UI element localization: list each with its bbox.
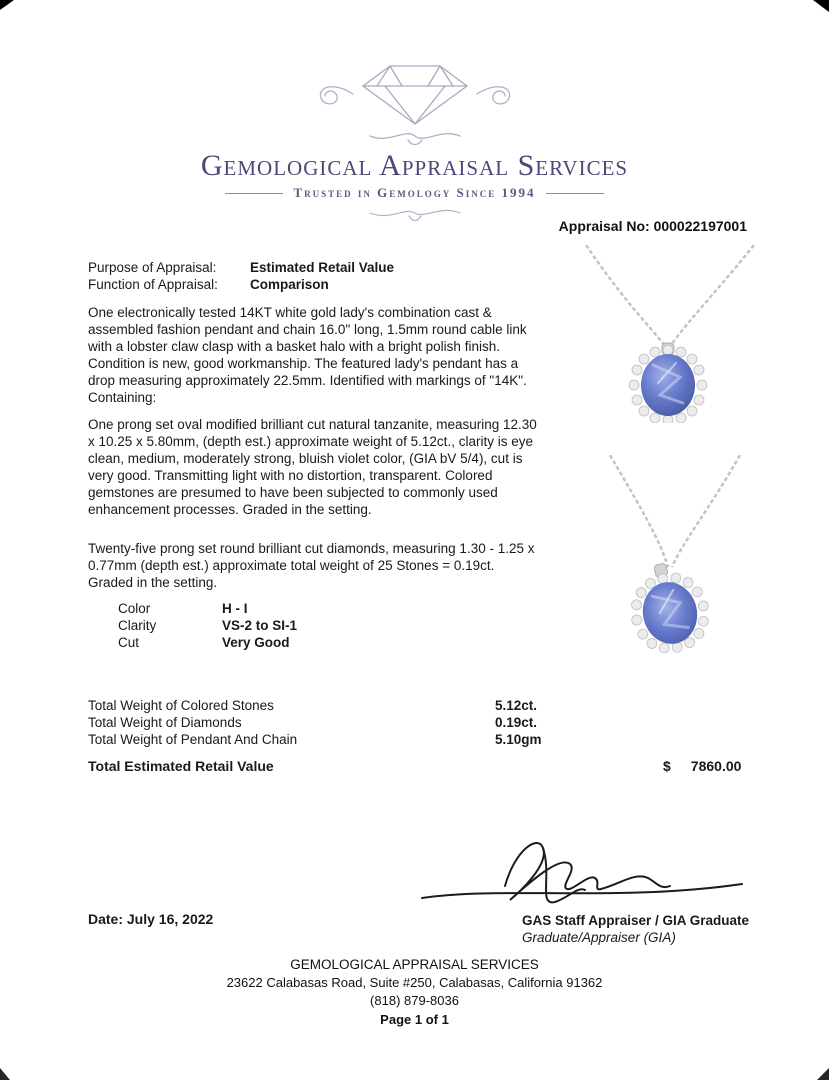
purpose-row [88,259,394,276]
pendant-photo-2 [572,455,772,655]
brand-tagline: Trusted in Gemology Since 1994 [293,185,536,200]
footer-address: 23622 Calabasas Road, Suite #250, Calabasas, California 91362 [226,975,603,990]
scan-artifact [813,0,829,12]
total-colored-stones-value: 5.12ct. [495,698,538,713]
description-paragraph-2: One prong set oval modified brilliant cut natural tanzanite, measuring 12.30 x 10.25 x 5.80mm, (depth est.) approximate weight of 5.12ct., clarity is eye clean, medium, moderately strong, bluish violet color, (GIA bV 5/4), cut is very good. Transmitting light with no distortion, transparent. Colored gemstones are presumed to have been subjected to commonly used enhancement processes. Graded in the setting. [88,417,537,517]
function-row [88,276,329,293]
tagline-rule-left [225,193,283,194]
brand-title: Gemological Appraisal Services [200,149,629,182]
total-pendant-chain-value: 5.10gm [495,732,542,747]
total-row-diamonds [88,714,537,731]
total-pendant-chain-label: Total Weight of Pendant And Chain [88,732,298,747]
grading-cut-label: Cut [118,635,140,650]
footer-phone: (818) 879-8036 [370,993,459,1008]
header [0,52,829,230]
grading-cut-value: Very Good [222,635,290,650]
appraisal-number [559,218,747,234]
grading-clarity-value: VS-2 to SI-1 [222,618,298,633]
function-value: Comparison [250,277,329,292]
description-paragraph-1: One electronically tested 14KT white gold lady's combination cast & assembled fashion pendant and chain 16.0" long, 1.5mm round cable link with a lobster claw clasp with a basket halo with a bright polish finish. Condition is new, good workmanship. The featured lady's pendant has a drop measuring approximately 22.5mm. Identified with markings of "14K". Containing: [88,305,527,405]
grading-clarity-label: Clarity [118,618,157,633]
footer [0,956,829,1029]
pendant-photo-1 [568,245,768,423]
appraiser-title: GAS Staff Appraiser / GIA Graduate [522,913,750,928]
scan-artifact [0,0,14,10]
tagline-rule-right [546,193,604,194]
footer-company: GEMOLOGICAL APPRAISAL SERVICES [290,957,539,972]
function-label: Function of Appraisal: [88,277,218,292]
scan-artifact [817,1068,829,1080]
total-retail-currency: $ [663,758,671,774]
total-colored-stones-label: Total Weight of Colored Stones [88,698,274,713]
total-retail-label: Total Estimated Retail Value [88,758,274,774]
diamond-logo-icon [265,52,565,147]
grading-row-cut [118,634,290,651]
total-retail-row [88,758,758,774]
appraisal-date: Date: July 16, 2022 [88,911,214,927]
purpose-label: Purpose of Appraisal: [88,260,217,275]
total-diamonds-label: Total Weight of Diamonds [88,715,242,730]
total-retail-amount: 7860.00 [690,758,742,774]
total-row-pendant-chain [88,731,542,748]
grading-color-value: H - I [222,601,248,616]
grading-row-clarity [118,617,297,634]
scan-artifact [0,1068,10,1080]
total-diamonds-value: 0.19ct. [495,715,538,730]
purpose-value: Estimated Retail Value [250,260,395,275]
appraisal-number-label: Appraisal No: [558,218,650,234]
appraiser-signature [410,828,755,918]
description-paragraph-3: Twenty-five prong set round brilliant cut diamonds, measuring 1.30 - 1.25 x 0.77mm (depth est.) approximate total weight of 25 Stones = 0.19ct. Graded in the setting. [88,541,535,590]
grading-color-label: Color [118,601,151,616]
appraisal-number-value: 000022197001 [653,218,747,234]
grading-row-color [118,600,248,617]
total-row-colored-stones [88,697,537,714]
footer-page-number: Page 1 of 1 [380,1012,449,1027]
appraiser-credential: Graduate/Appraiser (GIA) [522,930,676,945]
appraiser-title-block [522,913,749,945]
footer-flourish-icon [355,203,475,225]
